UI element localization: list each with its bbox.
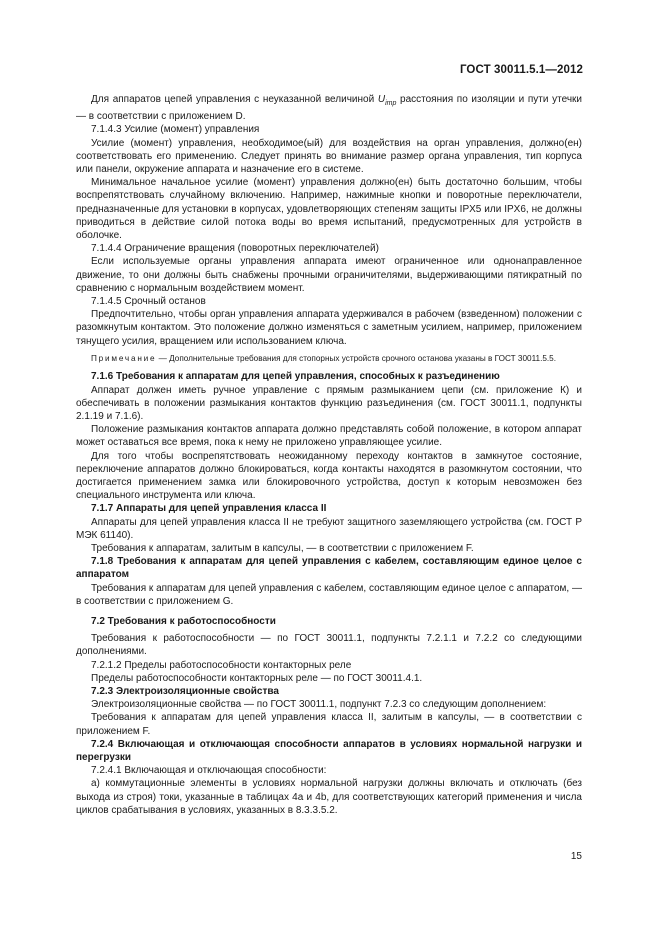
- paragraph-rotation-limit: Если используемые органы управления аппарата имеют ограниченное или однонаправленное движение, то они должны быть снабжены прочными ограничителями, выдерживающими пятикратный по сравнению с нормальным воздействием момент.: [76, 256, 582, 294]
- page-body: [76, 93, 582, 817]
- paragraph-minimum-force: Минимальное начальное усилие (момент) управления должно(ен) быть достаточно большим, чтобы воспрепятствовать случайному включению. Например, нажимные кнопки и поворотные переключатели, предназначенные для установки в корпусах, удовлетворяющих степеням защиты IPX5 или IPX6, не должны приводиться в действие силой потока воды во время испытаний, предусмотренных для устройств в оболочке.: [76, 177, 582, 242]
- clause-7-1-6-title: 7.1.6 Требования к аппаратам для цепей управления, способных к разъединению: [91, 371, 500, 383]
- clause-7-1-4-5-title: 7.1.4.5 Срочный останов: [91, 296, 206, 308]
- paragraph-performance: Требования к работоспособности — по ГОСТ 30011.1, подпункты 7.2.1.1 и 7.2.2 со следующими дополнениями.: [76, 633, 582, 658]
- paragraph-insulation-distances: Для аппаратов цепей управления с неуказанной величиной $U_{imp}$ расстояния по изоляции и пути утечки — в соответствии с приложением D.: [76, 94, 583, 123]
- paragraph-relay-limits: Пределы работоспособности контакторных реле — по ГОСТ 30011.4.1.: [91, 672, 423, 684]
- clause-7-1-4-4-title: 7.1.4.4 Ограничение вращения (поворотных переключателей): [91, 243, 379, 255]
- clause-7-2-title: 7.2 Требования к работоспособности: [91, 616, 276, 628]
- paragraph-operating-force: Усилие (момент) управления, необходимое(ый) для воздействия на орган управления, должно(ен) соответствовать его применению. Следует принять во внимание размер органа управления, тип корпуса или панели, окружение аппарата и назначение его в системе.: [76, 137, 582, 176]
- clause-7-1-7-title: 7.1.7 Аппараты для цепей управления класса II: [91, 503, 327, 515]
- paragraph-dielectric: Электроизоляционные свойства — по ГОСТ 30011.1, подпункт 7.2.3 со следующим дополнением:: [91, 699, 547, 711]
- voltage-symbol: U: [377, 94, 386, 105]
- note-label: Примечание: [91, 353, 157, 363]
- paragraph-class-ii: Аппараты для цепей управления класса II не требуют защитного заземляющего устройства (см. ГОСТ Р МЭК 61140).: [76, 516, 582, 541]
- paragraph-switching-elements: а) коммутационные элементы в условиях нормальной нагрузки должны включать и отключать (без выхода из строя) токи, указанные в таблицах 4а и 4b, для соответствующих категорий применения и числа циклов срабатывания в условиях, указанных в 8.3.3.5.2.: [76, 778, 582, 816]
- page-number: 15: [570, 851, 582, 862]
- paragraph-manual-control: Аппарат должен иметь ручное управление с прямым размыканием цепи (см. приложение К) и обеспечивать в положении размыкания контактов функцию разъединения (см. ГОСТ 30011.1, подпункты 2.1.19 и 7.1.6).: [76, 384, 582, 422]
- paragraph-emergency-stop: Предпочтительно, чтобы орган управления аппарата удерживался в рабочем (взведенном) положении с разомкнутым контактом. Это положение должно изменяться с заметным усилием, например, приложением тянущего усилия, вращением или использованием ключа.: [76, 309, 582, 347]
- paragraph-encapsulated: Требования к аппаратам, залитым в капсулы, — в соответствии с приложением F.: [91, 543, 474, 554]
- clause-7-2-4-title: 7.2.4 Включающая и отключающая способности аппаратов в условиях нормальной нагрузки и перегрузки: [76, 738, 582, 764]
- clause-7-1-4-3-title: 7.1.4.3 Усилие (момент) управления: [91, 124, 260, 136]
- clause-7-2-4-1-title: 7.2.4.1 Включающая и отключающая способности:: [91, 765, 327, 777]
- clause-7-2-1-2-title: 7.2.1.2 Пределы работоспособности контакторных реле: [91, 659, 352, 671]
- paragraph-class-ii-encapsulated: Требования к аппаратам для цепей управления класса II, залитым в капсулы, — в соответствии с приложением F.: [76, 712, 582, 737]
- paragraph-integral-cable: Требования к аппаратам для цепей управления с кабелем, составляющим единое целое с аппаратом, — в соответствии с приложением G.: [76, 582, 582, 607]
- paragraph-interlock: Для того чтобы воспрепятствовать неожиданному переходу контактов в замкнутое состояние, переключение аппаратов должно блокироваться, когда контакты находятся в разомкнутом состоянии, что достигается применением замка или блокировочного устройства, доступ к которым невозможен без специального инструмента или ключа.: [76, 450, 582, 502]
- note: [76, 353, 582, 366]
- clause-7-1-8-title: 7.1.8 Требования к аппаратам для цепей управления с кабелем, составляющим единое целое с аппаратом: [76, 556, 582, 581]
- clause-7-2-3-title: 7.2.3 Электроизоляционные свойства: [91, 686, 279, 698]
- page-header: ГОСТ 30011.5.1—2012: [459, 64, 583, 76]
- paragraph-open-position: Положение размыкания контактов аппарата должно представлять собой положение, в котором аппарат может оставаться все время, пока к нему не приложено управляющее усилие.: [76, 424, 582, 449]
- voltage-subscript: imp: [385, 100, 397, 107]
- note-text: — Дополнительные требования для стопорных устройств срочного останова указаны в ГОСТ 30011.5.5.: [156, 353, 557, 363]
